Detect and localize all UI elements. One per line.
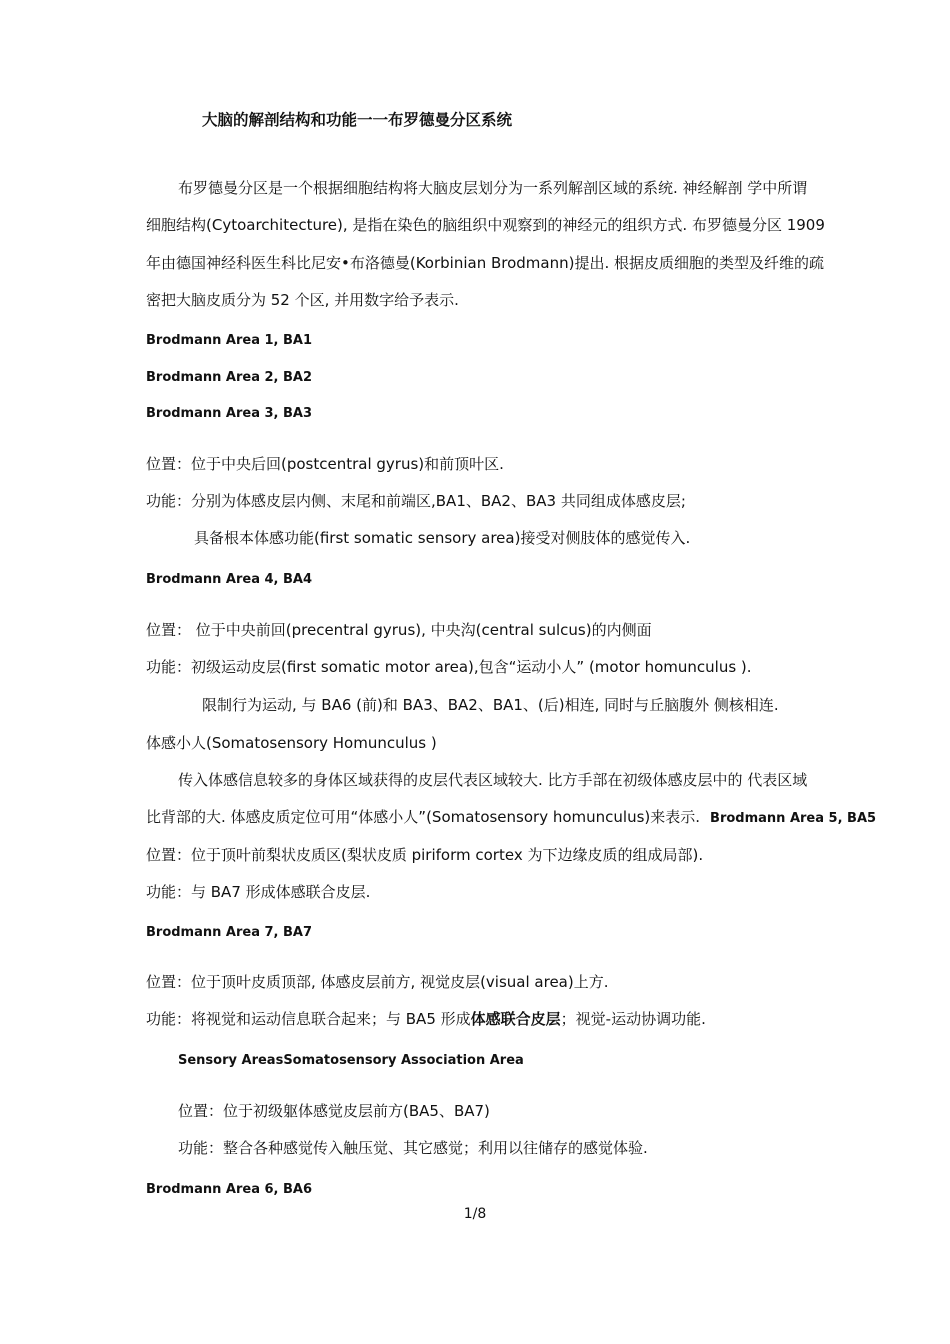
heading-ba3: Brodmann Area 3, BA3 xyxy=(146,406,313,421)
ba7-position: 位置：位于顶叶皮质顶部, 体感皮层前方, 视觉皮层(visual area)上方. xyxy=(146,973,609,991)
heading-ba7: Brodmann Area 7, BA7 xyxy=(146,925,313,940)
ba123-function: 功能：分别为体感皮层内侧、末尾和前端区,BA1、BA2、BA3 共同组成体感皮层; xyxy=(146,492,686,510)
intro-line-3: 年由德国神经科医生科比尼安•布洛德曼(Korbinian Brodmann)提出. 根据皮质细胞的类型及纤维的疏 xyxy=(146,254,824,272)
page-number: 1/8 xyxy=(463,1206,487,1222)
homunculus-line-1: 传入体感信息较多的身体区域获得的皮层代表区域较大. 比方手部在初级体感皮层中的 代表区域 xyxy=(178,771,808,789)
ba4-position: 位置： 位于中央前回(precentral gyrus), 中央沟(central sulcus)的内侧面 xyxy=(146,621,652,639)
ba5-function: 功能：与 BA7 形成体感联合皮层. xyxy=(146,883,371,901)
heading-ba2: Brodmann Area 2, BA2 xyxy=(146,370,313,385)
intro-line-2: 细胞结构(Cytoarchitecture), 是指在染色的脑组织中观察到的神经元的组织方式. 布罗德曼分区 1909 xyxy=(146,216,825,234)
ba123-position: 位置：位于中央后回(postcentral gyrus)和前顶叶区. xyxy=(146,455,504,473)
ba4-function: 功能：初级运动皮层(first somatic motor area),包含“运动小人” (motor homunculus ). xyxy=(146,658,752,676)
ba7-function xyxy=(146,1009,706,1029)
assoc-position: 位置：位于初级躯体感觉皮层前方(BA5、BA7) xyxy=(178,1102,490,1120)
ba4-function-cont: 限制行为运动, 与 BA6 (前)和 BA3、BA2、BA1、(后)相连, 同时与丘脑腹外 侧核相连. xyxy=(202,696,779,714)
heading-ba6: Brodmann Area 6, BA6 xyxy=(146,1182,313,1197)
assoc-function: 功能：整合各种感觉传入触压觉、其它感觉；利用以往储存的感觉体验. xyxy=(178,1139,648,1157)
heading-ba4: Brodmann Area 4, BA4 xyxy=(146,572,313,587)
homunculus-line-2 xyxy=(146,807,876,829)
ba7-function-bold: 体感联合皮层 xyxy=(470,1010,561,1028)
ba7-function-b: ；视觉-运动协调功能. xyxy=(560,1010,706,1028)
ba7-function-a: 功能：将视觉和运动信息联合起来；与 BA5 形成 xyxy=(146,1010,471,1028)
ba5-position: 位置：位于顶叶前梨状皮质区(梨状皮质 piriform cortex 为下边缘皮质的组成局部). xyxy=(146,846,704,864)
intro-line-4: 密把大脑皮质分为 52 个区, 并用数字给予表示. xyxy=(146,291,459,309)
heading-ba1: Brodmann Area 1, BA1 xyxy=(146,333,313,348)
heading-ba5: Brodmann Area 5, BA5 xyxy=(710,811,877,826)
ba123-function-cont: 具备根本体感功能(first somatic sensory area)接受对侧肢体的感觉传入. xyxy=(194,529,691,547)
homunculus-line-2-text: 比背部的大. 体感皮质定位可用“体感小人”(Somatosensory homunculus)来表示. xyxy=(146,808,701,826)
intro-line-1: 布罗德曼分区是一个根据细胞结构将大脑皮层划分为一系列解剖区域的系统. 神经解剖 学中所谓 xyxy=(178,179,808,197)
heading-association-area: Sensory AreasSomatosensory Association Area xyxy=(178,1053,524,1068)
page-title: 大脑的解剖结构和功能一一布罗德曼分区系统 xyxy=(202,111,513,129)
homunculus-title: 体感小人(Somatosensory Homunculus ) xyxy=(146,734,437,752)
